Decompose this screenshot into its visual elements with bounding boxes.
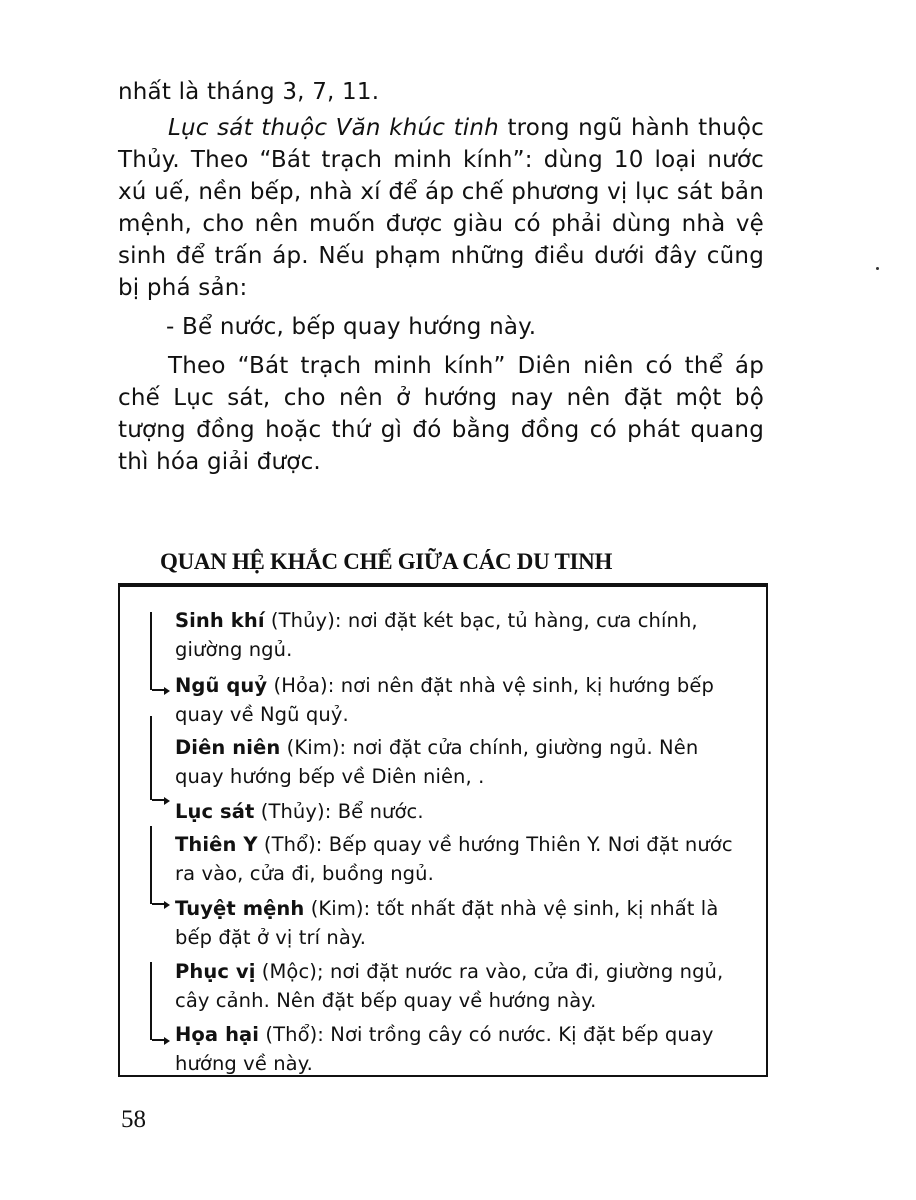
- entry-term: Tuyệt mệnh: [175, 897, 305, 920]
- entry-desc: (Kim): nơi đặt cửa chính, giường ngủ. Nên quay hướng bếp về Diên niên, .: [175, 736, 699, 788]
- entry-term: Thiên Y: [175, 833, 258, 856]
- arrowhead-icon: [164, 901, 170, 909]
- section-heading: QUAN HỆ KHẮC CHẾ GIỮA CÁC DU TINH: [160, 549, 613, 574]
- entry-term: Sinh khí: [175, 609, 265, 632]
- entry-term: Diên niên: [175, 736, 281, 759]
- entry-desc: (Thủy): nơi đặt két bạc, tủ hàng, cưa chính, giường ngủ.: [175, 609, 698, 661]
- connector-arrow-3: [150, 826, 162, 904]
- box-top-rule: [118, 583, 768, 587]
- entry-desc: (Thổ): Nơi trồng cây có nước. Kị đặt bếp quay hướng về này.: [175, 1023, 714, 1075]
- arrowhead-icon: [164, 797, 170, 805]
- scan-speck: [876, 267, 879, 270]
- arrowhead-icon: [164, 1037, 170, 1045]
- paragraph-continuation: nhất là tháng 3, 7, 11.: [118, 79, 380, 105]
- entry-phuc-vi: [175, 957, 753, 1015]
- connector-arrow-4: [150, 962, 162, 1040]
- arrowhead-icon: [164, 687, 170, 695]
- connector-arrow-1: [150, 612, 162, 690]
- entry-desc: (Kim): tốt nhất đặt nhà vệ sinh, kị nhất là bếp đặt ở vị trí này.: [175, 897, 719, 949]
- entry-luc-sat: [175, 797, 753, 826]
- entry-sinh-khi: [175, 606, 753, 664]
- connector-arrow-2: [150, 716, 162, 800]
- entry-desc: (Hỏa): nơi nên đặt nhà vệ sinh, kị hướng bếp quay về Ngũ quỷ.: [175, 674, 714, 726]
- paragraph-luc-sat: [118, 112, 764, 304]
- entry-term: Lục sát: [175, 800, 255, 823]
- page-number: 58: [121, 1106, 146, 1133]
- entry-term: Họa hại: [175, 1023, 260, 1046]
- body-text: [118, 76, 764, 485]
- entry-desc: (Mộc); nơi đặt nước ra vào, cửa đi, giường ngủ, cây cảnh. Nên đặt bếp quay về hướng này.: [175, 960, 724, 1012]
- entry-term: Ngũ quỷ: [175, 674, 268, 697]
- entry-hoa-hai: [175, 1020, 753, 1078]
- bullet-item: - Bể nước, bếp quay hướng này.: [166, 314, 537, 340]
- entry-tuyet-menh: [175, 894, 753, 952]
- entry-desc: (Thổ): Bếp quay về hướng Thiên Y. Nơi đặt nước ra vào, cửa đi, buồng ngủ.: [175, 833, 733, 885]
- entry-desc: (Thủy): Bể nước.: [254, 800, 424, 823]
- entry-term: Phục vị: [175, 960, 256, 983]
- entry-dien-nien: [175, 733, 753, 791]
- paragraph-body: trong ngũ hành thuộc Thủy. Theo “Bát trạch minh kính”: dùng 10 loại nước xú uế, nền bếp, nhà xí để áp chế phương vị lục sát bản mệnh, cho nên muốn được giàu có phải dùng nhà vệ sinh để trấn áp. Nếu phạm những điều dưới đây cũng bị phá sản:: [118, 115, 764, 301]
- paragraph-dien-nien: Theo “Bát trạch minh kính” Diên niên có thể áp chế Lục sát, cho nên ở hướng nay nên đặt một bộ tượng đồng hoặc thứ gì đó bằng đồng có phát quang thì hóa giải được.: [118, 353, 764, 475]
- entry-ngu-quy: [175, 671, 753, 729]
- entry-thien-y: [175, 830, 753, 888]
- paragraph-italic-lead: Lục sát thuộc Văn khúc tinh: [168, 115, 499, 141]
